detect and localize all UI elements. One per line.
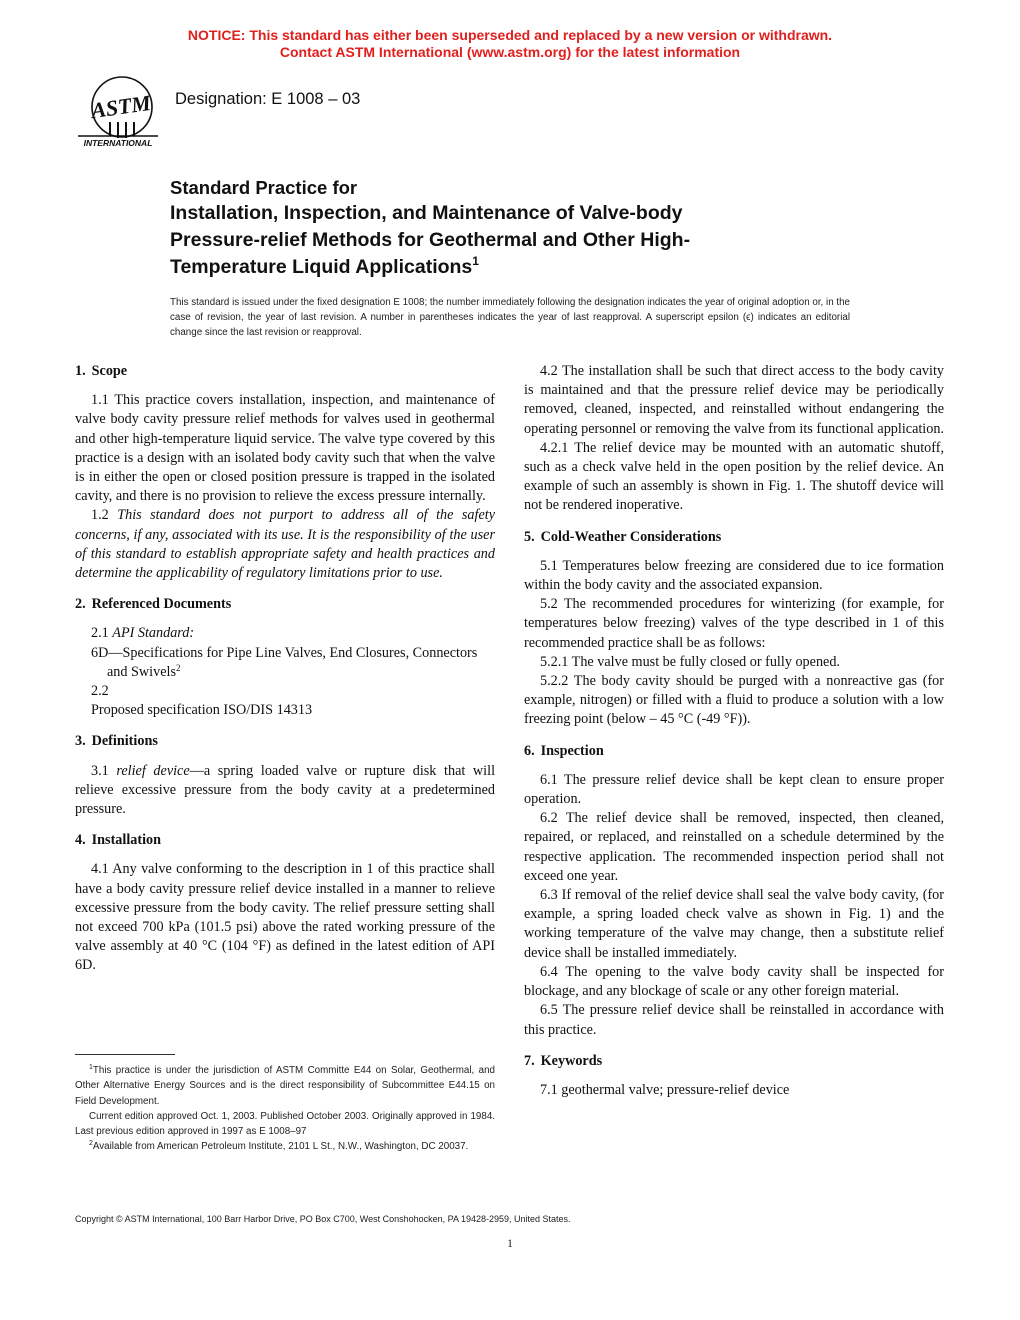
notice-line-2: Contact ASTM International (www.astm.org) for the latest information	[279, 44, 741, 60]
section-title: Inspection	[540, 742, 604, 759]
footnote-mark: 2	[89, 1140, 93, 1148]
section-heading-definitions	[75, 732, 495, 751]
astm-logo-icon	[74, 74, 162, 150]
paragraph-5-2: 5.2 The recommended procedures for winterizing (for example, for temperatures below freezing) valves of the type described in 1 of this recommended practice shall be as follows:	[524, 596, 944, 651]
section-title: Scope	[91, 363, 128, 379]
reference-source: API Standard:	[112, 625, 195, 642]
footnotes	[75, 1063, 495, 1155]
footnote-text: This practice is under the jurisdiction of ASTM Committe E44 on Solar, Geothermal, and Other Alternative Energy Sources and is the direct responsibility of Subcommittee E44.15 on Field Development.	[75, 1065, 495, 1107]
paragraph-6-4: 6.4 The opening to the valve body cavity shall be inspected for blockage, and any blockage of scale or any other foreign material.	[524, 963, 944, 1000]
section-title: Keywords	[540, 1052, 603, 1069]
footnote-1	[75, 1063, 495, 1109]
issue-note: This standard is issued under the fixed designation E 1008; the number immediately following the designation indicates the year of original adoption or, in the case of revision, the year of last revision. A number in parentheses indicates the year of last reapproval. A superscript epsilon (ϵ) indicates an editorial change since the last revision or reapproval.	[170, 297, 850, 338]
title-line-4-text: Temperature Liquid Applications	[170, 256, 473, 278]
section-title: Cold-Weather Considerations	[540, 528, 722, 545]
paragraph-number: 1.2	[91, 507, 109, 524]
paragraph-7-1: 7.1 geothermal valve; pressure-relief device	[540, 1081, 790, 1098]
title-line-3: Pressure-relief Methods for Geothermal and Other High-	[170, 229, 691, 251]
section-number: 4.	[75, 832, 86, 849]
paragraph-number: 3.1	[91, 762, 109, 779]
paragraph-6-1: 6.1 The pressure relief device shall be kept clean to ensure proper operation.	[524, 771, 944, 808]
footnote-1-edition: Current edition approved Oct. 1, 2003. Published October 2003. Originally approved in 1984. Last previous edition approved in 1997 as E 1008–97	[75, 1110, 495, 1138]
designation: Designation: E 1008 – 03	[175, 90, 361, 108]
reference-2-2: 2.2	[91, 683, 109, 700]
reference-iso: Proposed specification ISO/DIS 14313	[91, 702, 313, 719]
title-line-2: Installation, Inspection, and Maintenance of Valve-body	[170, 202, 683, 224]
footnote-text: Available from American Petroleum Institute, 2101 L St., N.W., Washington, DC 20037.	[92, 1141, 469, 1153]
section-heading-installation	[75, 831, 495, 850]
paragraph-1-2	[75, 506, 495, 583]
paragraph-number: 2.1	[91, 625, 109, 642]
svg-text:INTERNATIONAL: INTERNATIONAL	[83, 138, 153, 148]
section-number: 5.	[524, 528, 535, 545]
section-heading-referenced-documents	[75, 595, 495, 614]
section-number: 2.	[75, 596, 86, 613]
paragraph-5-1: 5.1 Temperatures below freezing are considered due to ice formation within the body cavity and the associated expansion.	[524, 557, 944, 594]
reference-api-6d	[91, 644, 495, 682]
left-column	[75, 362, 495, 976]
reference-list	[75, 624, 495, 720]
title-line-4	[170, 254, 890, 281]
reference-text: 6D—Specifications for Pipe Line Valves, End Closures, Connectors and Swivels	[91, 644, 478, 680]
section-number: 6.	[524, 742, 535, 759]
section-number: 3.	[75, 733, 86, 750]
section-title: Definitions	[91, 733, 158, 750]
paragraph-4-2-1: 4.2.1 The relief device may be mounted with an automatic shutoff, such as a check valve held in the open position by the relief device. An example of such an assembly is shown in Fig. 1. The shutoff device will not be rendered inoperative.	[524, 439, 944, 514]
section-title: Referenced Documents	[91, 596, 232, 613]
section-title: Installation	[91, 832, 162, 849]
defined-term: relief device	[116, 762, 190, 779]
section-heading-scope	[75, 362, 495, 381]
paragraph-3-1	[75, 762, 495, 820]
paragraph-5-2-2: 5.2.2 The body cavity should be purged with a nonreactive gas (for example, nitrogen) or filled with a fluid to produce a solution with a low freezing point (below – 45 °C (-49 °F)).	[524, 673, 944, 728]
definition-text: —a spring loaded valve or rupture disk that will relieve excessive pressure from the body cavity at a predetermined pressure.	[75, 762, 496, 818]
paragraph-6-5: 6.5 The pressure relief device shall be reinstalled in accordance with this practice.	[524, 1002, 944, 1038]
paragraph-6-2: 6.2 The relief device shall be removed, inspected, then cleaned, repaired, or replaced, and reinstalled on a schedule determined by the respective application. The recommended inspection period shall not exceed one year.	[524, 810, 944, 884]
title-line-1: Standard Practice for	[170, 177, 358, 198]
footnote-mark: 2	[175, 662, 181, 673]
page-number: 1	[507, 1236, 513, 1250]
title-footnote-mark: 1	[472, 254, 479, 268]
withdrawal-notice	[0, 27, 1020, 61]
document-title	[170, 175, 890, 281]
footnote-2	[75, 1139, 495, 1154]
paragraph-1-1: 1.1 This practice covers installation, inspection, and maintenance of valve body cavity pressure relief methods for valves used in geothermal and other high-temperature liquid service. The valve type covered by this practice is a design with an isolated body cavity such that when the valve is in either the open or closed position pressure is trapped in the isolated cavity, and there is no provision to relieve the excess pressure internally.	[75, 392, 495, 505]
reference-2-1	[91, 624, 495, 643]
right-column	[524, 362, 944, 1100]
section-number: 7.	[524, 1052, 535, 1069]
footnote-divider	[75, 1054, 175, 1055]
section-heading-inspection	[524, 742, 944, 761]
paragraph-4-2: 4.2 The installation shall be such that direct access to the body cavity is maintained and that the pressure relief device may be periodically removed, cleaned, inspected, and reinstalled without endangering the operating personnel or removing the valve from its functional application.	[524, 363, 944, 437]
notice-line-1: NOTICE: This standard has either been superseded and replaced by a new version or withdrawn.	[187, 27, 833, 43]
section-heading-keywords	[524, 1052, 944, 1071]
paragraph-5-2-1: 5.2.1 The valve must be fully closed or fully opened.	[540, 653, 840, 670]
paragraph-4-1: 4.1 Any valve conforming to the description in 1 of this practice shall have a body cavity pressure relief device installed in a manner to relieve excessive pressure from the body cavity. The relief pressure setting shall not exceed 700 kPa (101.5 psi) above the rated working pressure of the valve assembly at 40 °C (104 °F) as defined in the latest edition of API 6D.	[75, 861, 495, 974]
safety-caveat: This standard does not purport to address all of the safety concerns, if any, associated with its use. It is the responsibility of the user of this standard to establish appropriate safety and health practices and determine the applicability of regulatory limitations prior to use.	[75, 507, 495, 582]
section-heading-cold-weather	[524, 528, 944, 547]
footnote-mark: 1	[89, 1064, 93, 1071]
section-number: 1.	[75, 363, 86, 379]
svg-text:ASTM: ASTM	[89, 90, 153, 124]
copyright-line: Copyright © ASTM International, 100 Barr Harbor Drive, PO Box C700, West Conshohocken, PA 19428-2959, United States.	[75, 1214, 571, 1224]
paragraph-6-3: 6.3 If removal of the relief device shall seal the valve body cavity, (for example, a spring loaded check valve as shown in Fig. 1) and the working temperature of the valve may change, then a substitute relief device shall be installed immediately.	[524, 887, 944, 961]
